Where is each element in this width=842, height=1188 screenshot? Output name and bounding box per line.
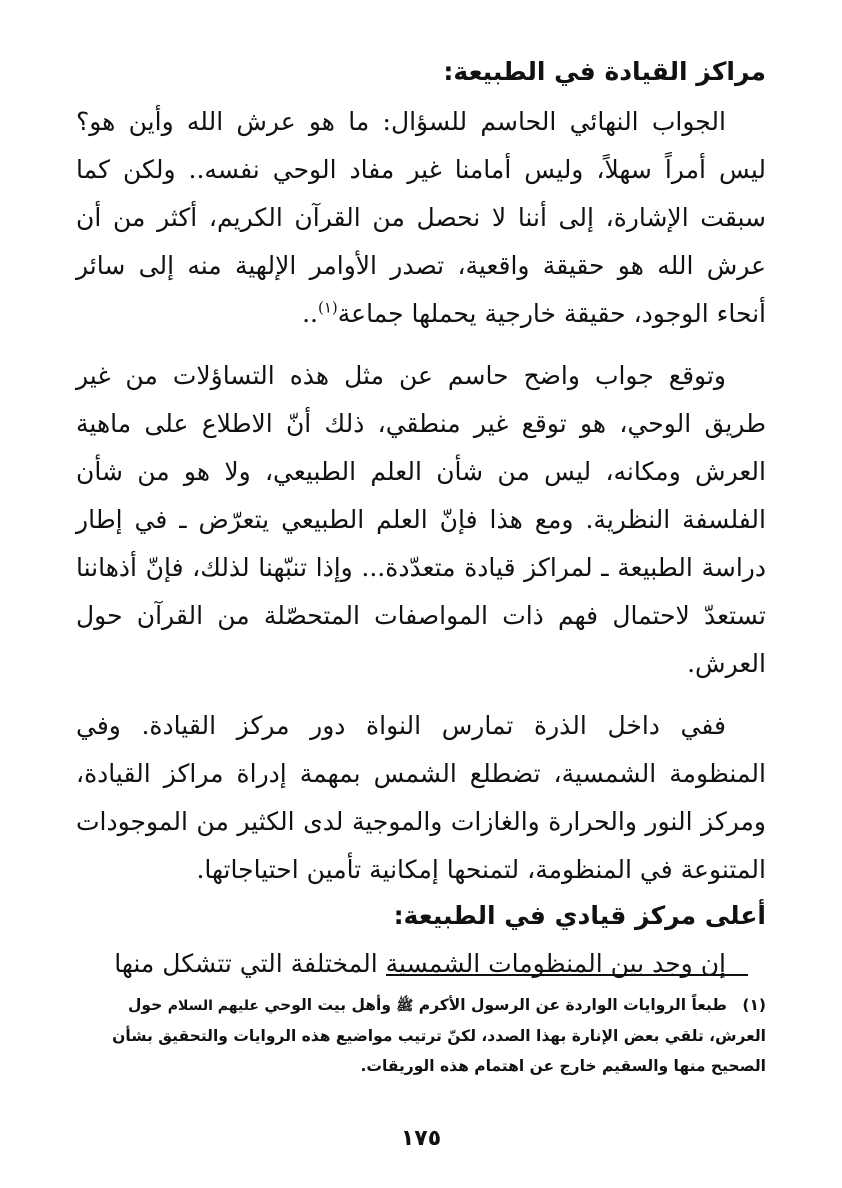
honorific-prophet: ﷺ <box>396 998 414 1014</box>
footnote-divider <box>386 974 748 976</box>
footnote-number: (١) <box>742 996 766 1014</box>
footnote-text-2: وأهل بيت الوحي <box>264 996 391 1014</box>
paragraph-1-tail: .. <box>302 299 318 328</box>
footnote-text-3: حول العرش، تلقي بعض الإنارة بهذا الصدد، لكنّ ترتيب مواضيع هذه الروايات والتحقيق بشأن الصحيح منها والسقيم خارج عن اهتمام هذه الوريقات. <box>112 996 766 1075</box>
footnote-reference: (١) <box>317 298 338 317</box>
paragraph-1 <box>76 98 766 338</box>
honorific-ahl-al-bayt: عليهم السلام <box>167 998 259 1014</box>
footnote <box>76 990 766 1081</box>
paragraph-3: ففي داخل الذرة تمارس النواة دور مركز القيادة. وفي المنظومة الشمسية، تضطلع الشمس بمهمة إدراة مراكز القيادة، ومركز النور والحرارة والغازات والموجية لدى الكثير من الموجودات المتنوعة في المنظومة، لتمنحها إمكانية تأمين احتياجاتها. <box>76 711 766 884</box>
paragraph-4: إن وجد بين المنظومات الشمسية المختلفة التي تتشكل منها <box>114 949 726 978</box>
section-heading-leadership-centers: مراكز القيادة في الطبيعة: <box>443 57 766 86</box>
paragraph-1-text: الجواب النهائي الحاسم للسؤال: ما هو عرش الله وأين هو؟ ليس أمراً سهلاً، وليس أمامنا غير مفاد الوحي نفسه.. ولكن كما سبقت الإشارة، إلى أننا لا نحصل من القرآن الكريم، أكثر من أن عرش الله هو حقيقة واقعية، تصدر الأوامر الإلهية منه إلى سائر أنحاء الوجود، حقيقة خارجية يحملها جماعة <box>76 107 766 328</box>
paragraph-2: وتوقع جواب واضح حاسم عن مثل هذه التساؤلات من غير طريق الوحي، هو توقع غير منطقي، ذلك أنّ الاطلاع على ماهية العرش ومكانه، ليس من شأن العلم الطبيعي، ولا هو من شأن الفلسفة النظرية. ومع هذا فإنّ العلم الطبيعي يتعرّض ـ في إطار دراسة الطبيعة ـ لمراكز قيادة متعدّدة... وإذا تنبّهنا لذلك، فإنّ أذهاننا تستعدّ لاحتمال فهم ذات المواصفات المتحصّلة من القرآن حول العرش. <box>76 361 766 678</box>
page-number: ١٧٥ <box>400 1126 442 1151</box>
section-heading-highest-center: أعلى مركز قيادي في الطبيعة: <box>393 901 766 930</box>
footnote-text-1: طبعاً الروايات الواردة عن الرسول الأكرم <box>418 996 727 1014</box>
